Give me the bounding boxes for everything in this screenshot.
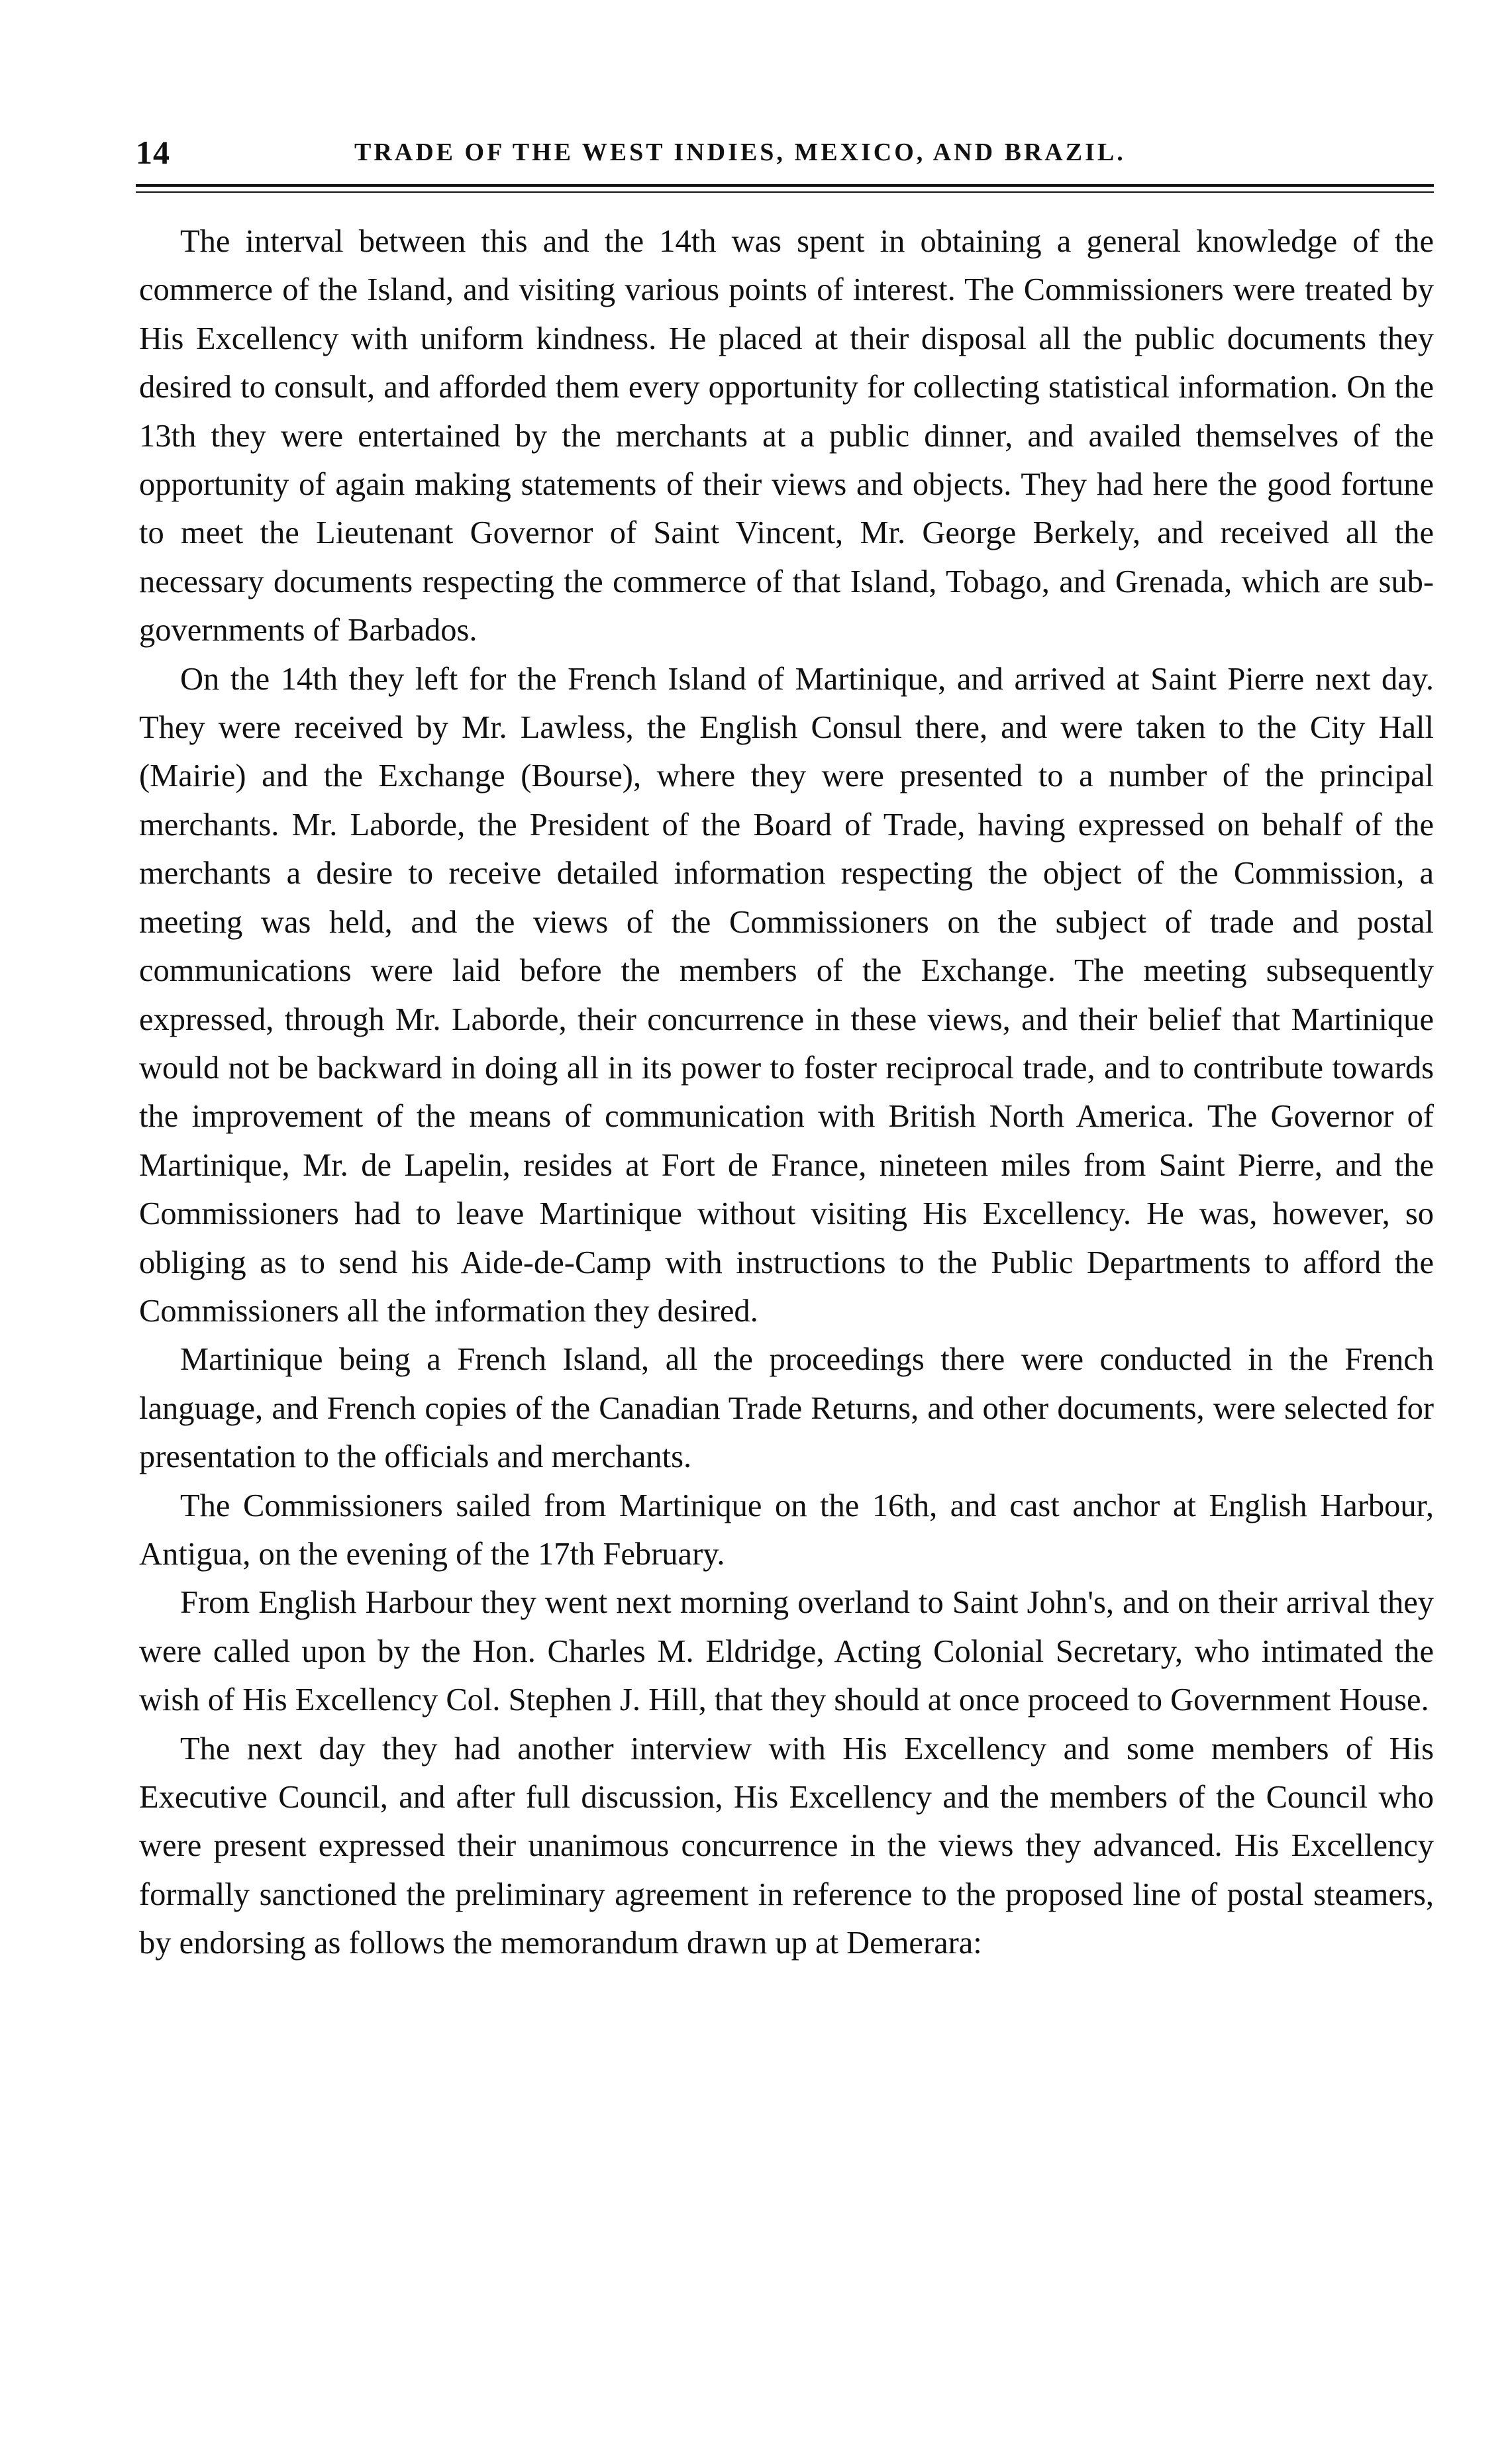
body-text — [139, 217, 1434, 1968]
paragraph: The interval between this and the 14th was spent in obtaining a general knowledge of the commerce of the Island, and visiting various points of interest. The Commissioners were treated by His Excellency with uniform kindness. He placed at their disposal all the public documents they desired to consult, and afforded them every opportunity for collecting statistical information. On the 13th they were entertained by the merchants at a public dinner, and availed themselves of the opportunity of again making statements of their views and objects. They had here the good fortune to meet the Lieutenant Governor of Saint Vincent, Mr. George Berkely, and received all the necessary documents respecting the commerce of that Island, Tobago, and Grenada, which are sub-governments of Barbados. — [139, 224, 1434, 648]
paragraph: On the 14th they left for the French Island of Martinique, and arrived at Saint Pierre next day. They were received by Mr. Lawless, the English Consul there, and were taken to the City Hall (Mairie) and the Exchange (Bourse), where they were presented to a number of the principal merchants. Mr. Laborde, the President of the Board of Trade, having expressed on behalf of the merchants a desire to receive detailed information respecting the object of the Commission, a meeting was held, and the views of the Commissioners on the subject of trade and postal communications were laid before the members of the Exchange. The meeting subsequently expressed, through Mr. Laborde, their concurrence in these views, and their belief that Martinique would not be backward in doing all in its power to foster reciprocal trade, and to contribute towards the improvement of the means of communication with British North America. The Governor of Martinique, Mr. de Lapelin, resides at Fort de France, nineteen miles from Saint Pierre, and the Commissioners had to leave Martinique without visiting His Excellency. He was, however, so obliging as to send his Aide-de-Camp with instructions to the Public Departments to afford the Commissioners all the information they desired. — [139, 661, 1434, 1329]
paragraph: Martinique being a French Island, all the proceedings there were conducted in the French language, and French copies of the Canadian Trade Returns, and other documents, were selected for presentation to the officials and merchants. — [139, 1342, 1434, 1475]
header-rule — [136, 184, 1434, 187]
header-rule-thin — [136, 191, 1434, 193]
running-head — [136, 129, 1434, 176]
page-number: 14 — [136, 134, 170, 171]
paragraph: The next day they had another interview with His Excellency and some members of His Executive Council, and after full discussion, His Excellency and the members of the Council who were present expressed their unanimous concurrence in the views they advanced. His Excellency formally sanctioned the preliminary agreement in reference to the proposed line of postal steamers, by endorsing as follows the memorandum drawn up at Demerara: — [139, 1731, 1434, 1961]
running-title: TRADE OF THE WEST INDIES, MEXICO, AND BRAZIL. — [354, 138, 1126, 166]
paragraph: From English Harbour they went next morning overland to Saint John's, and on their arrival they were called upon by the Hon. Charles M. Eldridge, Acting Colonial Secretary, who intimated the wish of His Excellency Col. Stephen J. Hill, that they should at once proceed to Government House. — [139, 1585, 1434, 1718]
paragraph: The Commissioners sailed from Martinique on the 16th, and cast anchor at English Harbour, Antigua, on the evening of the 17th February. — [139, 1488, 1434, 1572]
